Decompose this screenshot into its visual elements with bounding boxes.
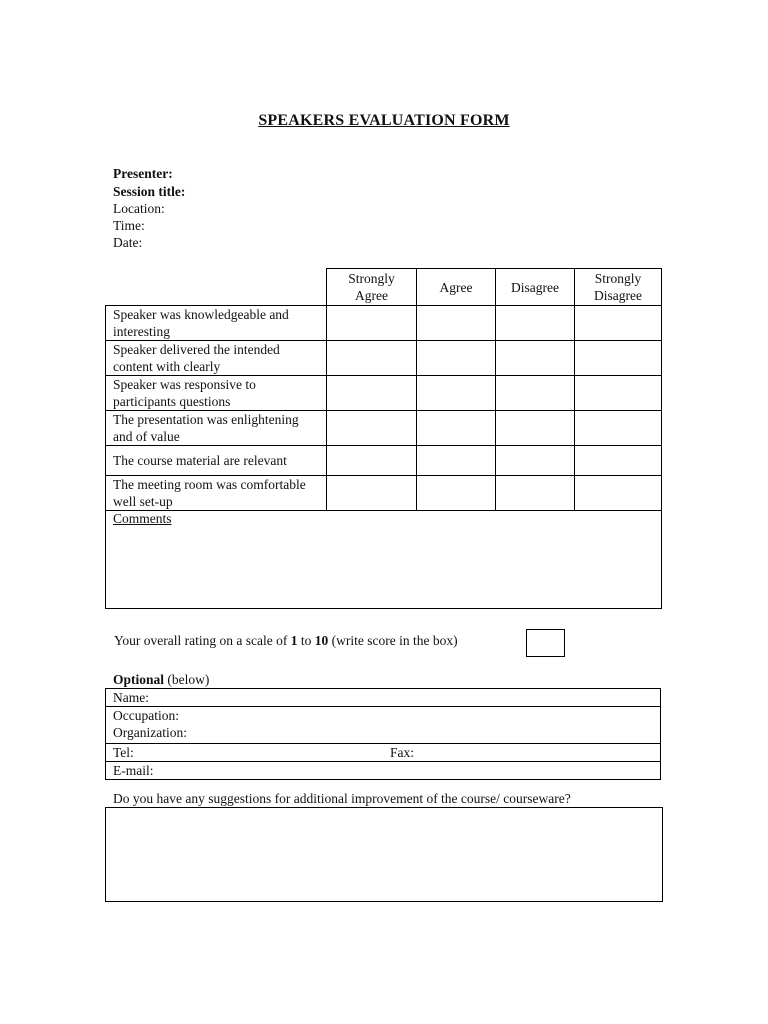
session-title-label: Session title: <box>113 184 186 199</box>
overall-mid: to <box>297 633 315 648</box>
checkbox-cell[interactable] <box>417 341 496 376</box>
table-row <box>106 376 662 411</box>
checkbox-cell[interactable] <box>496 411 575 446</box>
overall-prefix: Your overall rating on a scale of <box>114 633 291 648</box>
header-corner <box>106 269 327 306</box>
checkbox-cell[interactable] <box>327 306 417 341</box>
email-field[interactable] <box>105 761 661 780</box>
presenter-label: Presenter: <box>113 166 173 181</box>
table-row <box>106 411 662 446</box>
checkbox-cell[interactable] <box>496 376 575 411</box>
suggestion-question: Do you have any suggestions for additional improvement of the course/ courseware? <box>113 791 571 806</box>
checkbox-cell[interactable] <box>327 341 417 376</box>
checkbox-cell[interactable] <box>327 446 417 476</box>
time-label: Time: <box>113 218 145 233</box>
comments-label: Comments <box>113 511 172 526</box>
optional-heading <box>113 672 209 688</box>
statement-material-relevant: The course material are relevant <box>106 446 327 476</box>
rating-header-row <box>106 269 662 306</box>
occupation-organization-field[interactable] <box>105 706 661 743</box>
overall-rating-text <box>114 633 458 649</box>
optional-details-table <box>105 688 661 780</box>
overall-high: 10 <box>314 633 329 648</box>
header-strongly-agree: Strongly Agree <box>327 269 417 306</box>
optional-label: Optional <box>113 672 165 687</box>
checkbox-cell[interactable] <box>575 306 662 341</box>
table-row <box>106 476 662 511</box>
table-row <box>106 341 662 376</box>
name-field[interactable] <box>105 688 661 706</box>
checkbox-cell[interactable] <box>575 341 662 376</box>
name-label: Name: <box>113 690 149 705</box>
form-title: SPEAKERS EVALUATION FORM <box>258 112 510 129</box>
table-row <box>106 446 662 476</box>
checkbox-cell[interactable] <box>417 446 496 476</box>
statement-enlightening: The presentation was enlightening and of value <box>106 411 327 446</box>
comments-box[interactable] <box>105 510 662 609</box>
statement-knowledgeable: Speaker was knowledgeable and interesting <box>106 306 327 341</box>
checkbox-cell[interactable] <box>575 446 662 476</box>
statement-responsive: Speaker was responsive to participants questions <box>106 376 327 411</box>
score-input-box[interactable] <box>526 629 565 657</box>
fax-label: Fax: <box>390 745 415 760</box>
checkbox-cell[interactable] <box>327 411 417 446</box>
rating-table <box>105 268 662 511</box>
checkbox-cell[interactable] <box>496 476 575 511</box>
tel-label: Tel: <box>113 745 134 760</box>
checkbox-cell[interactable] <box>417 476 496 511</box>
email-label: E-mail: <box>113 763 154 778</box>
checkbox-cell[interactable] <box>575 411 662 446</box>
checkbox-cell[interactable] <box>496 341 575 376</box>
checkbox-cell[interactable] <box>575 476 662 511</box>
optional-note: (below) <box>164 672 210 687</box>
header-strongly-disagree: Strongly Disagree <box>575 269 662 306</box>
header-disagree: Disagree <box>496 269 575 306</box>
date-label: Date: <box>113 235 143 250</box>
checkbox-cell[interactable] <box>417 376 496 411</box>
checkbox-cell[interactable] <box>417 411 496 446</box>
suggestion-box[interactable] <box>105 807 663 902</box>
overall-low: 1 <box>290 633 298 648</box>
overall-suffix: (write score in the box) <box>328 633 458 648</box>
occupation-label: Occupation: <box>113 708 179 723</box>
organization-label: Organization: <box>113 725 187 740</box>
checkbox-cell[interactable] <box>327 476 417 511</box>
checkbox-cell[interactable] <box>417 306 496 341</box>
checkbox-cell[interactable] <box>496 306 575 341</box>
header-agree: Agree <box>417 269 496 306</box>
statement-delivered-content: Speaker delivered the intended content with clearly <box>106 341 327 376</box>
statement-meeting-room: The meeting room was comfortable well set-up <box>106 476 327 511</box>
table-row <box>106 306 662 341</box>
checkbox-cell[interactable] <box>327 376 417 411</box>
tel-fax-field[interactable] <box>105 743 661 761</box>
checkbox-cell[interactable] <box>575 376 662 411</box>
location-label: Location: <box>113 201 165 216</box>
checkbox-cell[interactable] <box>496 446 575 476</box>
